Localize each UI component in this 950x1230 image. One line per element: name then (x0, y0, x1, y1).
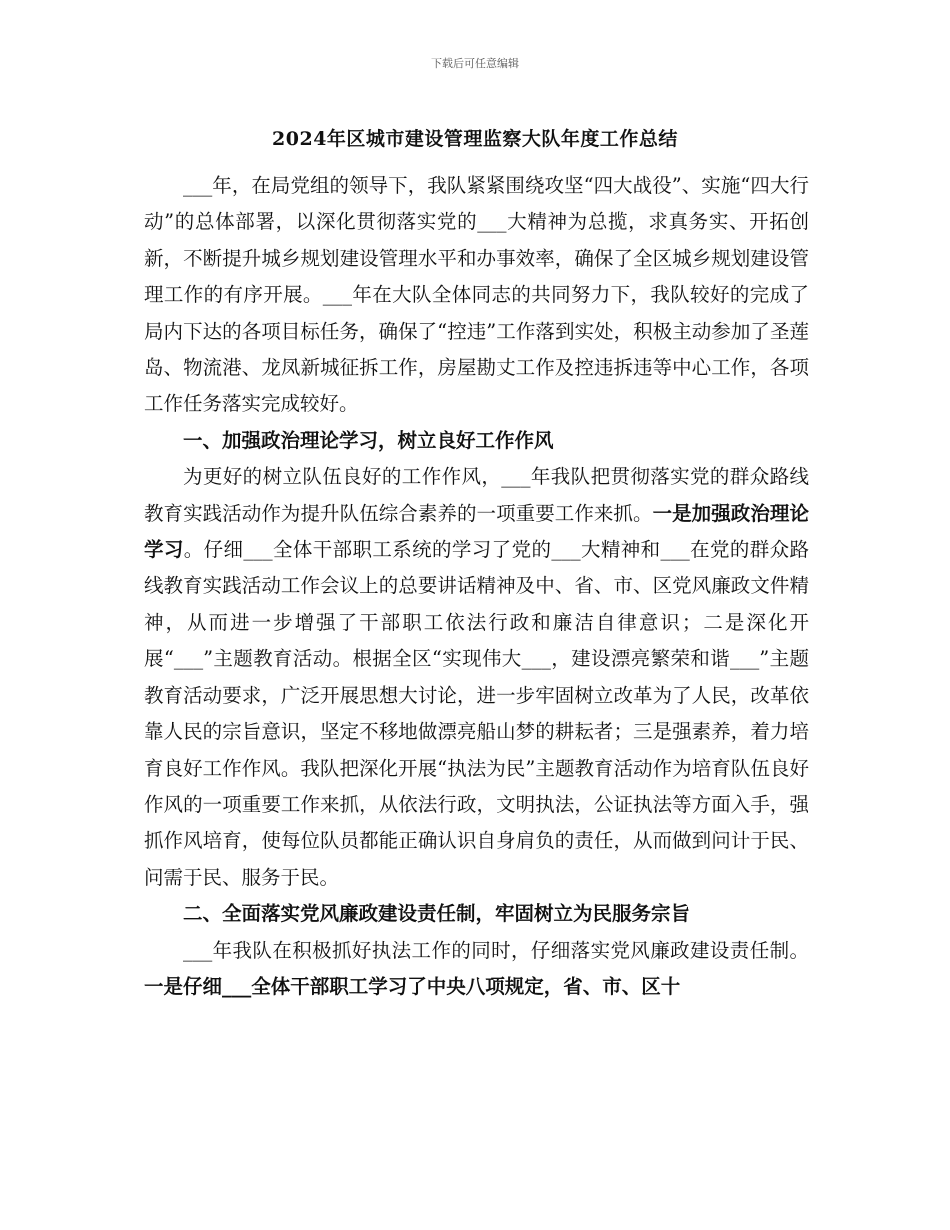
section-2-heading: 二、全面落实党风廉政建设责任制，牢固树立为民服务宗旨 (183, 902, 691, 926)
section-2-paragraph (144, 933, 809, 1006)
document-body (144, 168, 809, 1005)
section-1-paragraph (144, 459, 809, 896)
section-1-text-a: 为更好的树立队伍良好的工作作风，___年我队把贯彻落实党的群众路线教育实践活动作为提升队伍综合素养的一项重要工作来抓。 (144, 465, 809, 525)
section-2-bold-lead: 一是仔细___全体干部职工学习了中央八项规定，省、市、区十 (144, 974, 681, 998)
section-2-text-a: ___年我队在积极抓好执法工作的同时，仔细落实党风廉政建设责任制。 (183, 938, 809, 962)
section-1-text-b: 。仔细___全体干部职工系统的学习了党的___大精神和___在党的群众路线教育实践活动工作会议上的总要讲话精神及中、省、市、区党风廉政文件精神，从而进一步增强了干部职工依法行政和廉洁自律意识；二是深化开展“___”主题教育活动。根据全区“实现伟大___，建设漂亮繁荣和谐___”主题教育活动要求，广泛开展思想大讨论，进一步牢固树立改革为了人民，改革依靠人民的宗旨意识，坚定不移地做漂亮船山梦的耕耘者；三是强素养，着力培育良好工作作风。我队把深化开展“执法为民”主题教育活动作为培育队伍良好作风的一项重要工作来抓，从依法行政，文明执法，公证执法等方面入手，强抓作风培育，使每位队员都能正确认识自身肩负的责任，从而做到问计于民、问需于民、服务于民。 (144, 538, 809, 889)
header-note: 下载后可任意编辑 (431, 57, 519, 70)
section-1-heading: 一、加强政治理论学习，树立良好工作作风 (183, 428, 554, 452)
document-title: 2024年区城市建设管理监察大队年度工作总结 (272, 128, 678, 150)
section-1-bold-lead: 一是加强政治理论学习 (144, 501, 809, 562)
intro-paragraph: ___年，在局党组的领导下，我队紧紧围绕攻坚“四大战役”、实施“四大行动”的总体部署，以深化贯彻落实党的___大精神为总揽，求真务实、开拓创新，不断提升城乡规划建设管理水平和办事效率，确保了全区城乡规划建设管理工作的有序开展。___年在大队全体同志的共同努力下，我队较好的完成了局内下达的各项目标任务，确保了“控违”工作落到实处，积极主动参加了圣莲岛、物流港、龙凤新城征拆工作，房屋勘丈工作及控违拆违等中心工作，各项工作任务落实完成较好。 (144, 174, 809, 416)
